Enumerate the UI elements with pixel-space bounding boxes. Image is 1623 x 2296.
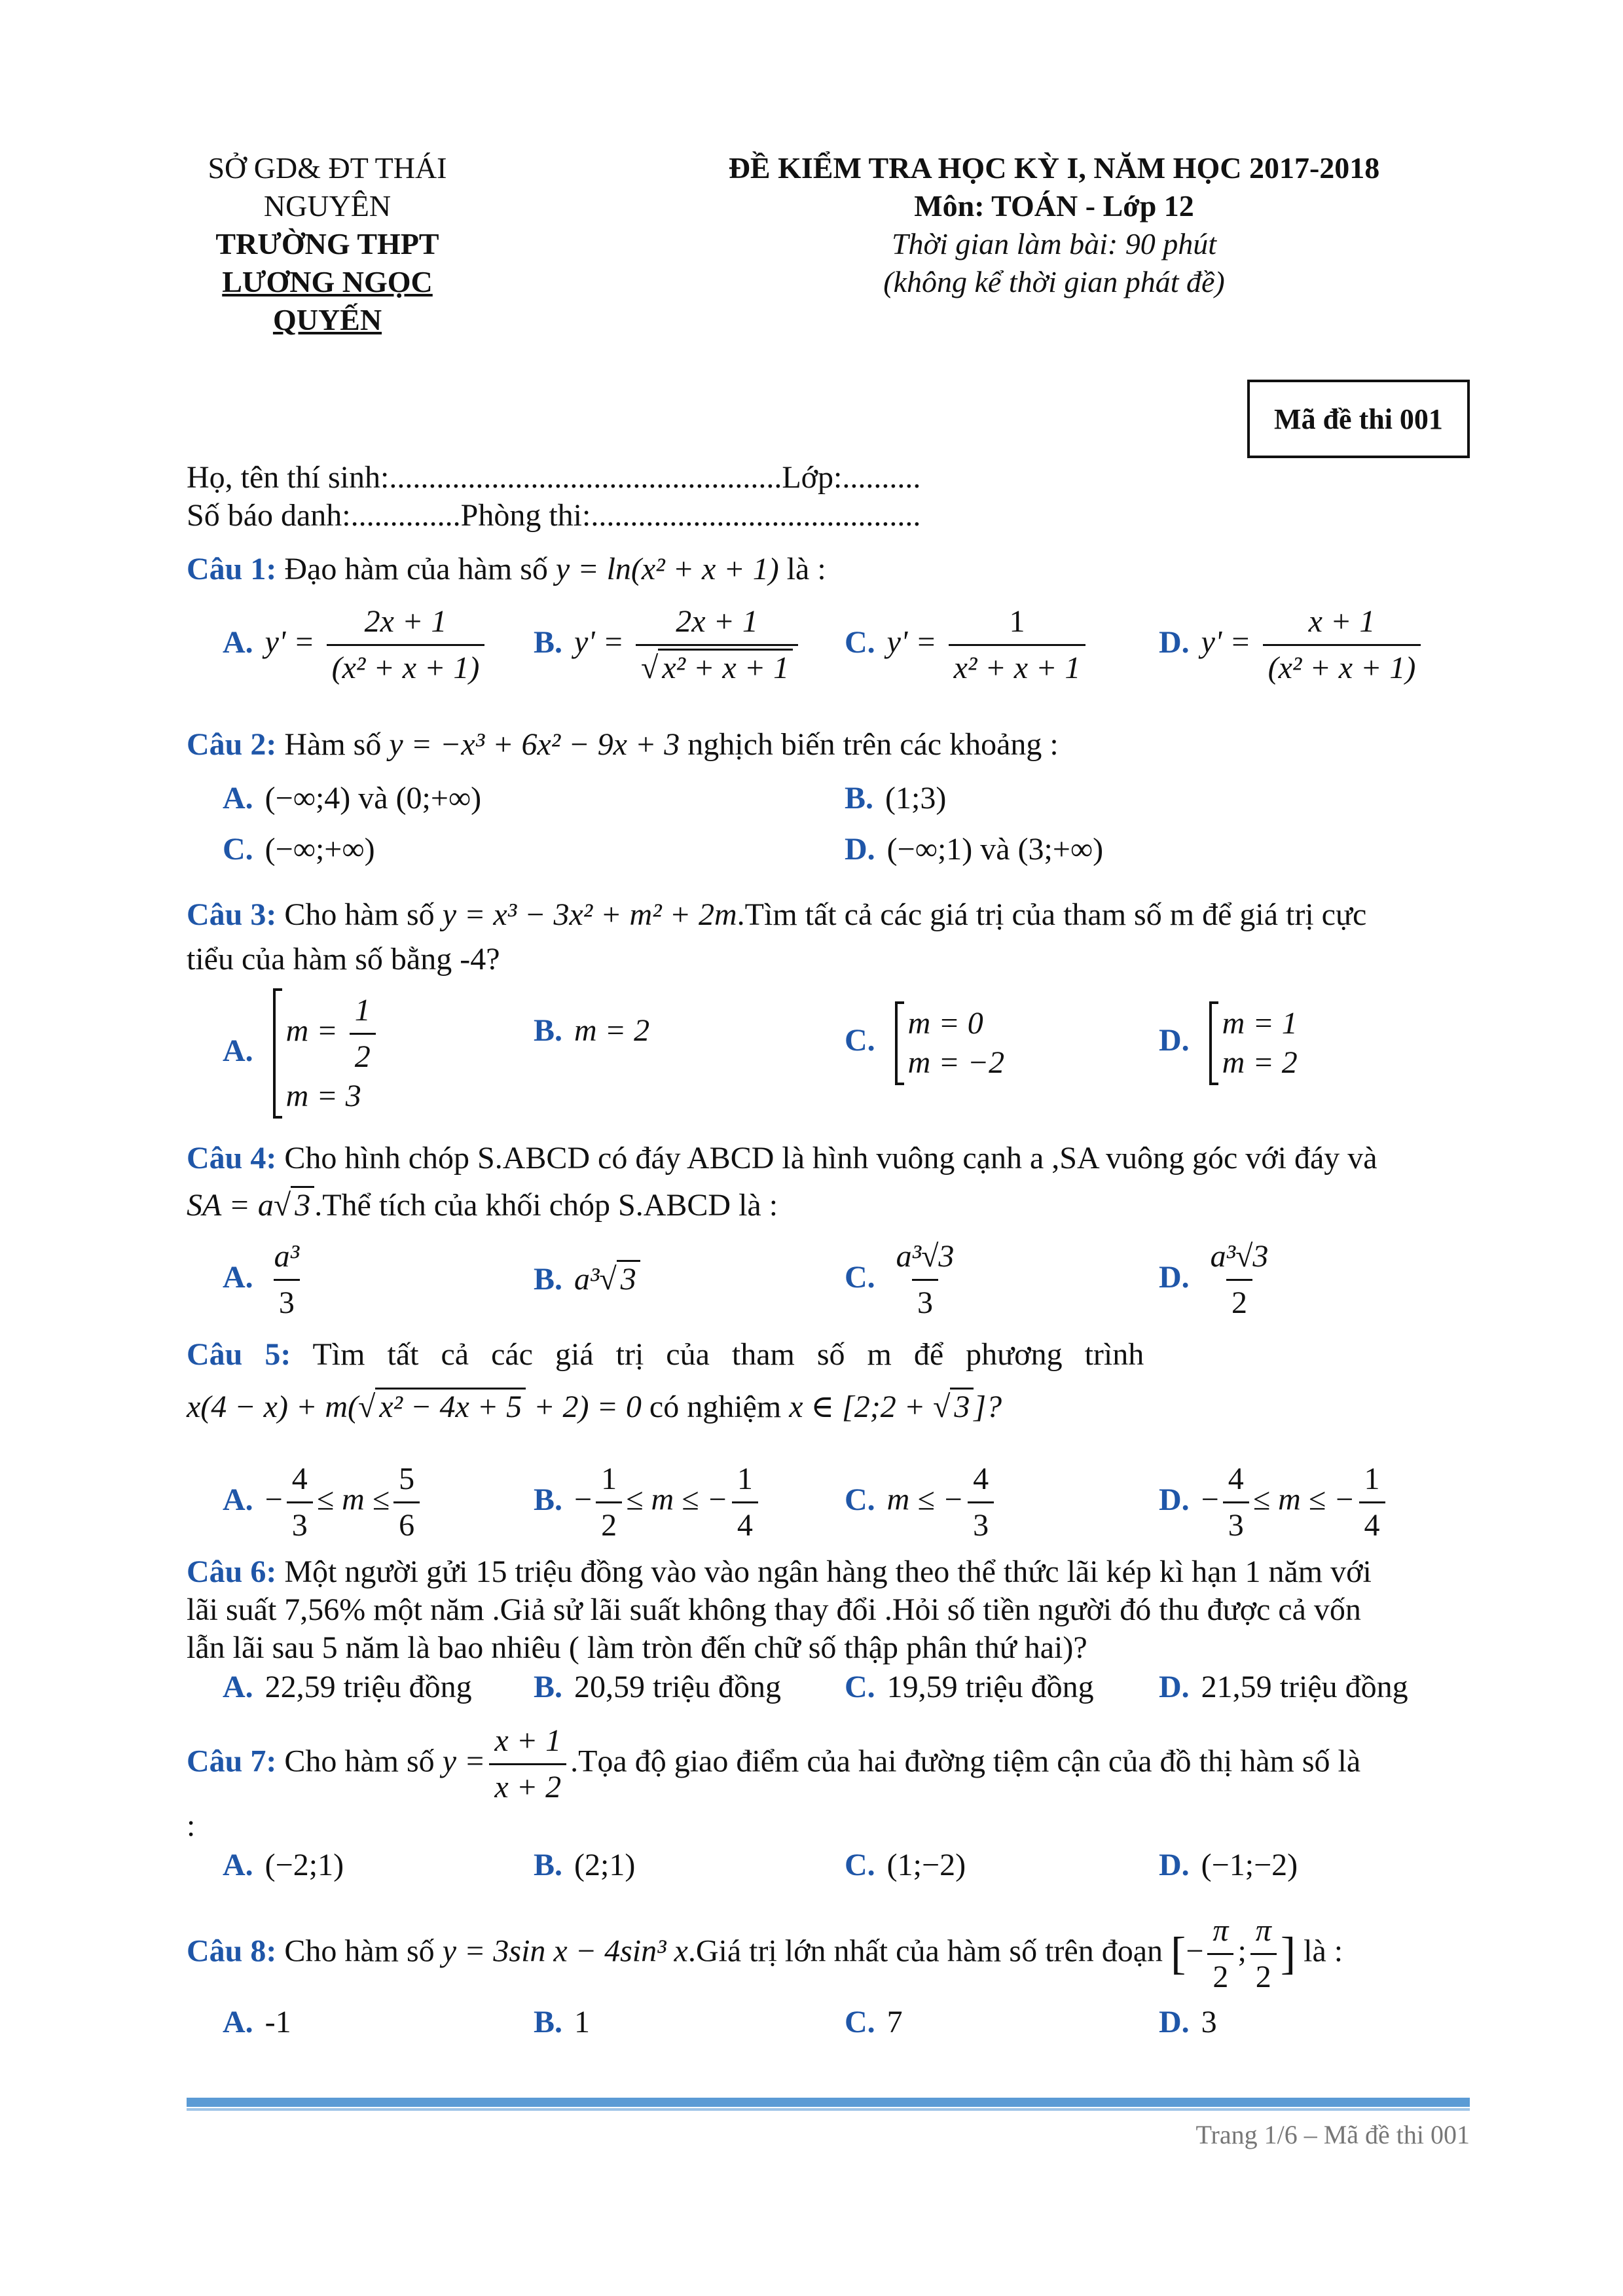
exam-title: ĐỀ KIỂM TRA HỌC KỲ I, NĂM HỌC 2017-2018	[728, 151, 1380, 185]
q4-option-d[interactable]: D. $\frac{\text{a³√3}}{2}$	[1159, 1237, 1277, 1323]
q2-option-b[interactable]: B. (1;3)	[845, 781, 947, 816]
q4-option-b[interactable]: B. a³√ 3	[534, 1260, 640, 1299]
exam-duration-note: (không kể thời gian phát đề)	[883, 265, 1225, 298]
question-4: Câu 4: Cho hình chóp S.ABCD có đáy ABCD là hình vuông cạnh a ,SA vuông góc với đáy và	[187, 1141, 1377, 1175]
q2-option-d[interactable]: D. (−∞;1) và (3;+∞)	[845, 832, 1104, 867]
q3-option-c[interactable]: C. m = 0 m = −2	[845, 1001, 1004, 1085]
q1-option-a[interactable]: A. y' = $\frac{2x + 1}{\text{(x² + x + 1)}}$	[223, 602, 488, 688]
q4-option-a[interactable]: A. $\frac{\text{a³}}{3}$	[223, 1237, 308, 1323]
q6-option-c[interactable]: C. 19,59 triệu đồng	[845, 1670, 1094, 1704]
question-2: Câu 2: Hàm số y = −x³ + 6x² − 9x + 3 nghịch biến trên các khoảng :	[187, 727, 1059, 762]
q8-option-b[interactable]: B. 1	[534, 2005, 591, 2039]
question-6-line2: lãi suất 7,56% một năm .Giả sử lãi suất không thay đổi .Hỏi số tiền người đó thu được cả vốn	[187, 1592, 1361, 1627]
question-3: Câu 3: Cho hàm số y = x³ − 3x² + m² + 2m.Tìm tất cả các giá trị của tham số m để giá trị cực	[187, 897, 1367, 932]
q7-option-a[interactable]: A. (−2;1)	[223, 1848, 344, 1882]
footer-rule	[187, 2098, 1470, 2107]
q7-option-d[interactable]: D. (−1;−2)	[1159, 1848, 1298, 1882]
question-5-line2: x(4 − x) + m(√ x² − 4x + 5 + 2) = 0 có nghiệm x ∈ [2;2 + √ 3 ]?	[187, 1388, 1002, 1427]
q6-option-a[interactable]: A. 22,59 triệu đồng	[223, 1670, 472, 1704]
question-8: Câu 8: Cho hàm số y = 3sin x − 4sin³ x.Giá trị lớn nhất của hàm số trên đoạn [− $\frac{\pi}{2}$ ; $\frac{\pi}{2}$ ] là :	[187, 1911, 1343, 1997]
question-7-colon: :	[187, 1808, 196, 1843]
student-name-line: Họ, tên thí sinh:..................................................Lớp:..........	[187, 460, 921, 495]
q7-option-b[interactable]: B. (2;1)	[534, 1848, 636, 1882]
exam-subject: Môn: TOÁN - Lớp 12	[914, 189, 1194, 223]
q5-option-d[interactable]: D. − $\frac{4}{3}$ ≤ m ≤ − $\frac{1}{4}$	[1159, 1460, 1389, 1545]
q8-option-a[interactable]: A. -1	[223, 2005, 291, 2039]
student-id-line: Số báo danh:..............Phòng thi:..........................................	[187, 498, 921, 533]
q6-option-d[interactable]: D. 21,59 triệu đồng	[1159, 1670, 1408, 1704]
question-3-line2: tiểu của hàm số bằng -4?	[187, 942, 500, 977]
q5-option-a[interactable]: A. − $\frac{4}{3}$ ≤ m ≤ $\frac{5}{6}$	[223, 1460, 424, 1545]
question-6: Câu 6: Một người gửi 15 triệu đồng vào vào ngân hàng theo thể thức lãi kép kì hạn 1 năm với	[187, 1554, 1372, 1589]
exam-code-box: Mã đề thi 001	[1247, 380, 1470, 458]
question-6-line3: lẫn lãi sau 5 năm là bao nhiêu ( làm tròn đến chữ số thập phân thứ hai)?	[187, 1630, 1087, 1665]
question-7: Câu 7: Cho hàm số y = $\frac{x + 1}{x + 2}$ .Tọa độ giao điểm của hai đường tiệm cận của đồ thị hàm số là	[187, 1721, 1360, 1807]
q7-option-c[interactable]: C. (1;−2)	[845, 1848, 966, 1882]
q6-option-b[interactable]: B. 20,59 triệu đồng	[534, 1670, 781, 1704]
q1-option-d[interactable]: D. y' = $\frac{x + 1}{\text{(x² + x + 1)}}$	[1159, 602, 1425, 688]
q8-option-d[interactable]: D. 3	[1159, 2005, 1217, 2039]
school-name: TRƯỜNG THPT	[215, 227, 439, 260]
q4-option-c[interactable]: C. $\frac{\text{a³√3}}{3}$	[845, 1237, 963, 1323]
page-footer: Trang 1/6 – Mã đề thi 001	[1195, 2120, 1470, 2149]
q2-option-c[interactable]: C. (−∞;+∞)	[223, 832, 375, 867]
q3-option-b[interactable]: B. m = 2	[534, 1013, 650, 1048]
question-1: Câu 1: Đạo hàm của hàm số y = ln(x² + x + 1) là :	[187, 552, 826, 586]
footer-rule-thin	[187, 2108, 1470, 2111]
q8-option-c[interactable]: C. 7	[845, 2005, 903, 2039]
question-5: Câu 5: Tìm tất cả các giá trị của tham số m để phương trình	[187, 1337, 1144, 1372]
exam-header	[661, 149, 1447, 301]
q2-option-a[interactable]: A. (−∞;4) và (0;+∞)	[223, 781, 482, 816]
q1-option-b[interactable]: B. y' = $\frac{2x + 1}{\text{√ x² + x + 1}}$	[534, 602, 802, 688]
q5-option-b[interactable]: B. − $\frac{1}{2}$ ≤ m ≤ − $\frac{1}{4}$	[534, 1460, 762, 1545]
exam-duration: Thời gian làm bài: 90 phút	[891, 227, 1217, 260]
q5-option-c[interactable]: C. m ≤ − $\frac{4}{3}$	[845, 1460, 998, 1545]
q3-option-a[interactable]: A. m = $\frac{1}{2}$ m = 3	[223, 988, 380, 1119]
department-name: SỞ GD& ĐT THÁI NGUYÊN	[208, 151, 447, 223]
school-header	[177, 149, 478, 339]
question-label: Câu 1:	[187, 552, 277, 586]
q3-option-d[interactable]: D. m = 1 m = 2	[1159, 1001, 1298, 1085]
q1-option-c[interactable]: C. y' = $\frac{1}{\text{x² + x + 1}}$	[845, 602, 1089, 688]
school-name-2: LƯƠNG NGỌC QUYẾN	[222, 265, 433, 336]
question-4-line2: SA = a√ 3 .Thể tích của khối chóp S.ABCD là :	[187, 1186, 778, 1225]
